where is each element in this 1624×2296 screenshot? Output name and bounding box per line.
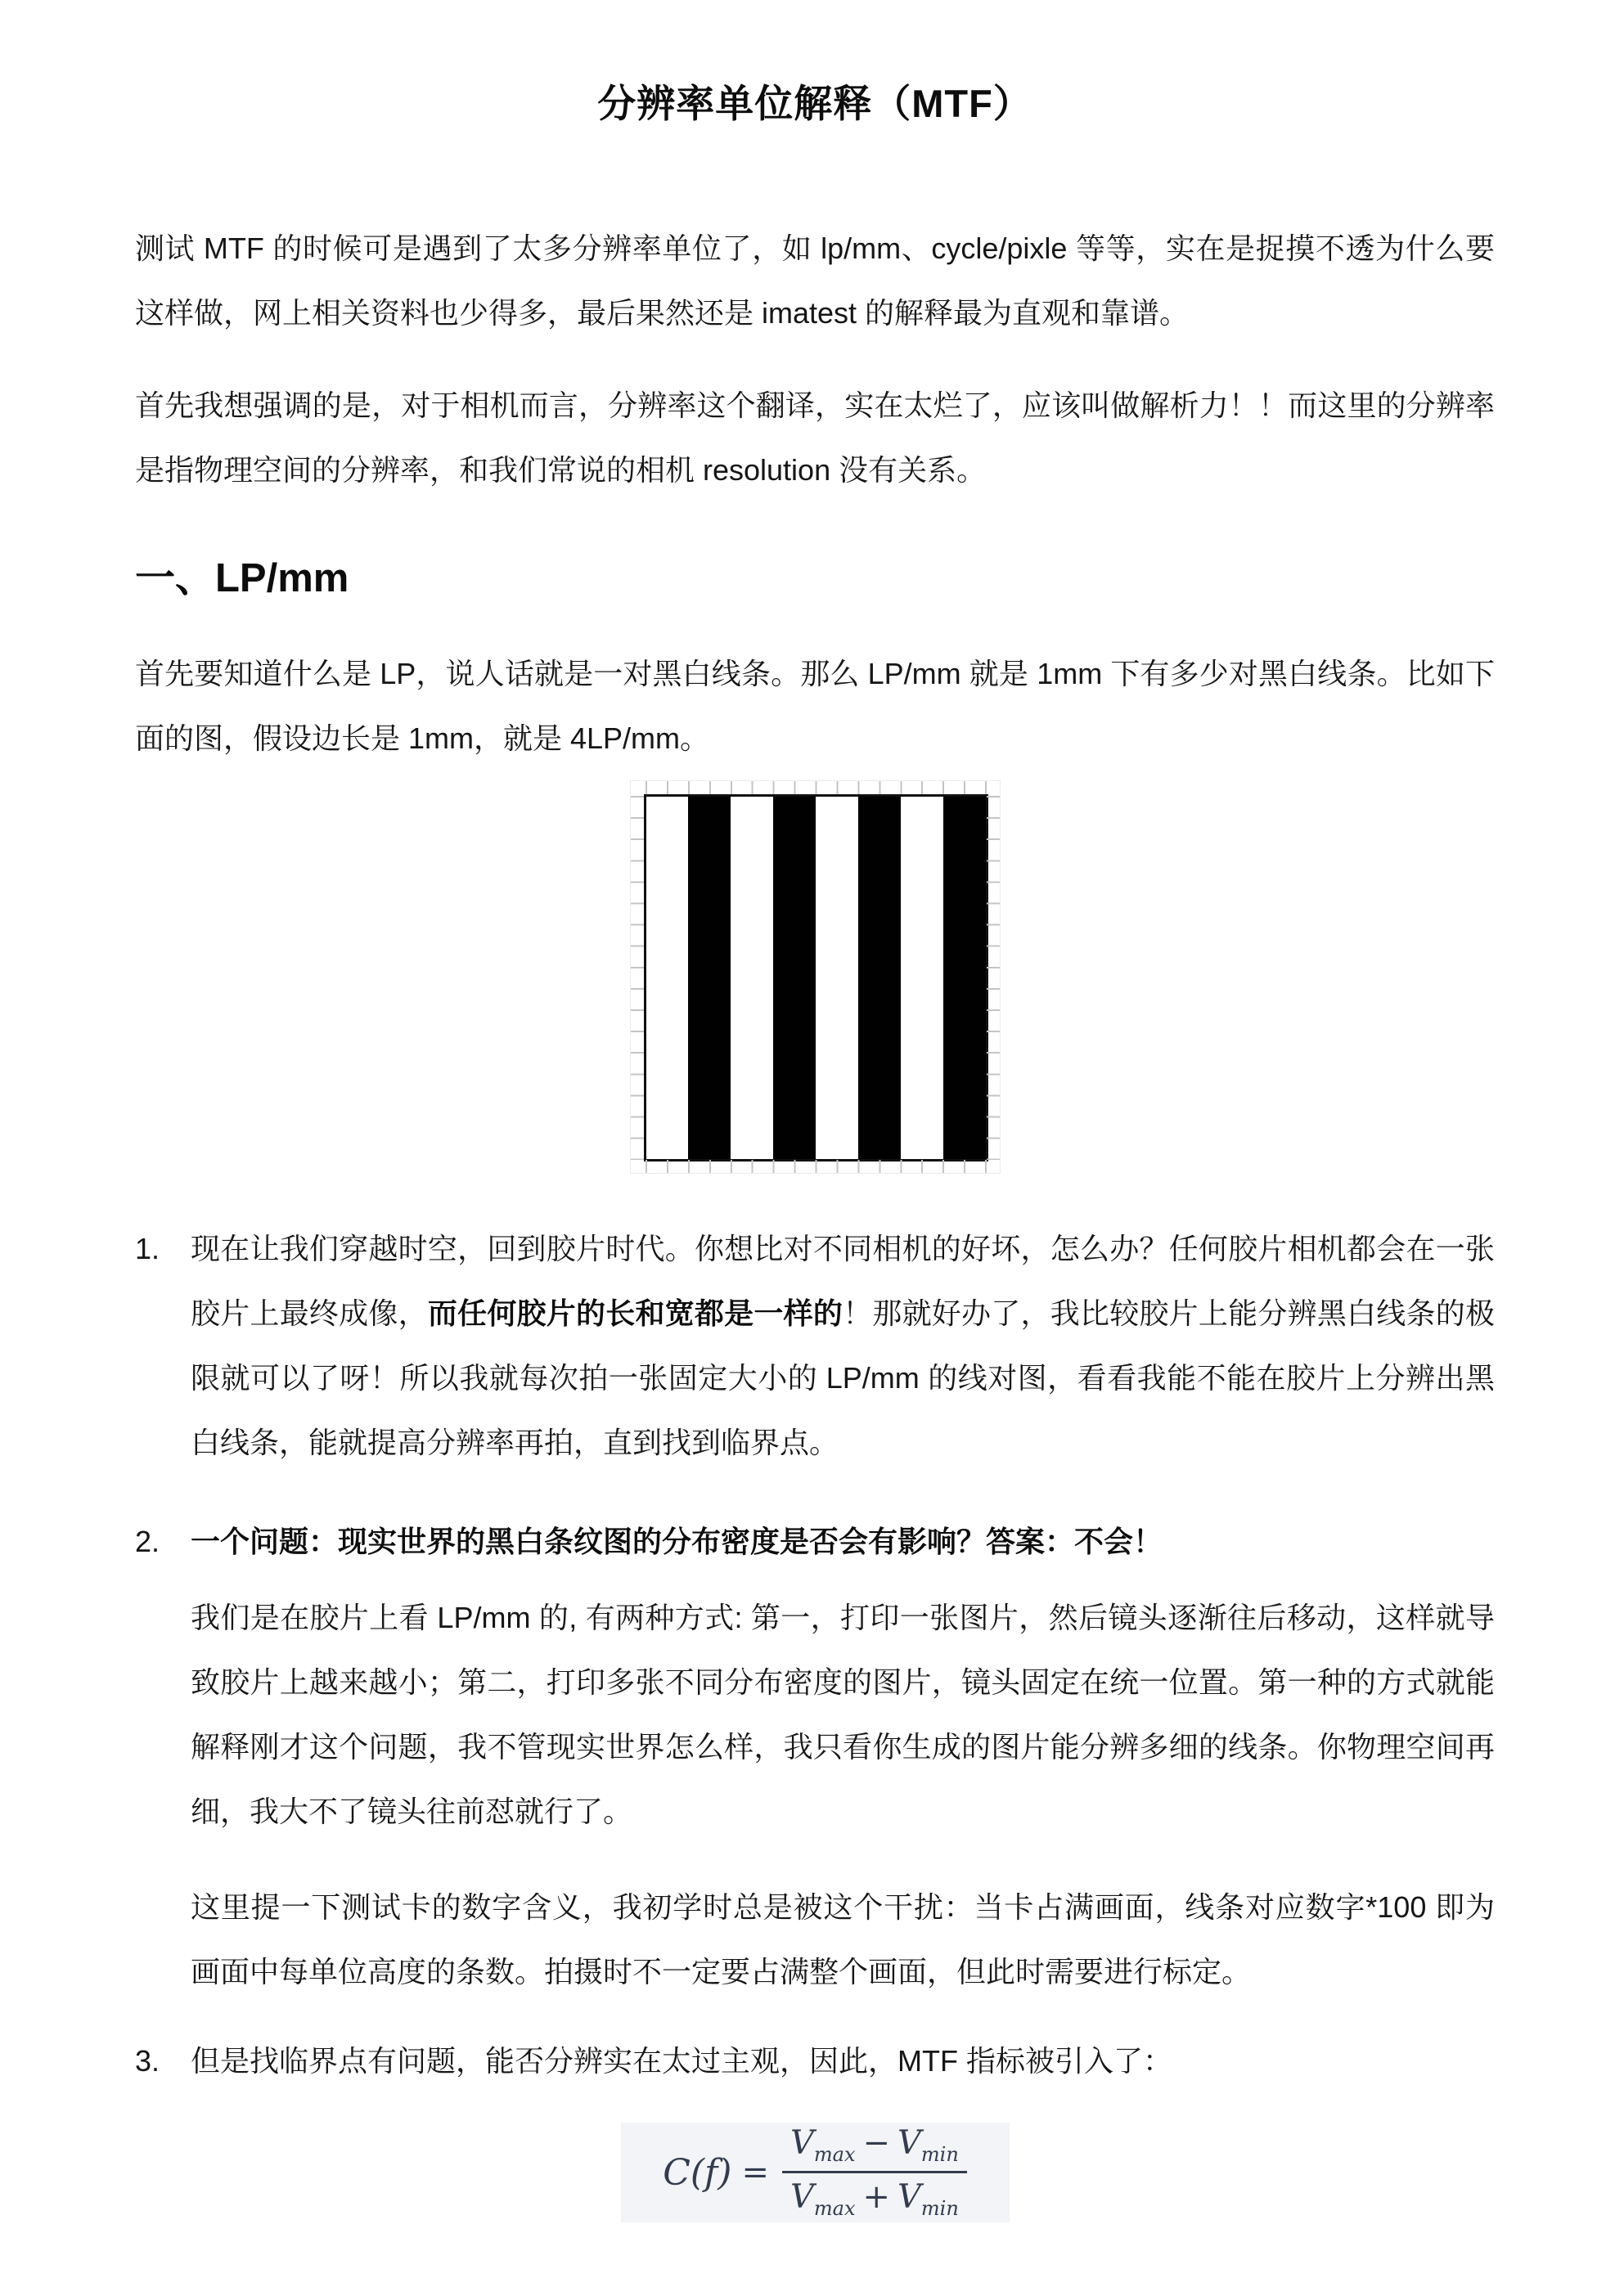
line-pair-figure-frame (630, 780, 1001, 1174)
numerator-sub-max: max (813, 2142, 856, 2166)
list-item-2-number: 2. (135, 1525, 160, 1558)
list-item-1 (135, 1216, 1495, 1475)
plus-operator: + (862, 2178, 891, 2216)
stripe-6-black (858, 797, 901, 1159)
list-item-2-paragraph-1: 我们是在胶片上看 LP/mm 的, 有两种方式: 第一，打印一张图片，然后镜头逐渐往后移动，这样就导致胶片上越来越小；第二，打印多张不同分布密度的图片，镜头固定在统一位置。第一种的方式就能解释刚才这个问题，我不管现实世界怎么样，我只看你生成的图片能分辨多细的线条。你物理空间再细，我大不了镜头往前怼就行了。 (191, 1601, 1495, 1828)
formula-denominator (782, 2171, 967, 2219)
stripe-8-black (943, 797, 986, 1159)
stripe-5-white (816, 797, 858, 1159)
minus-operator: − (862, 2123, 891, 2162)
list-item-1-text (191, 1216, 1495, 1475)
list-item-3-number: 3. (135, 2044, 160, 2078)
denominator-sub-min: min (920, 2197, 959, 2220)
mtf-contrast-formula (621, 2123, 1010, 2222)
list-item-3-body (191, 2029, 1495, 2093)
list-item-2-paragraph-2: 这里提一下测试卡的数字含义，我初学时总是被这个干扰：当卡占满画面，线条对应数字*100 即为画面中每单位高度的条数。拍摄时不一定要占满整个画面，但此时需要进行标定。 (191, 1890, 1495, 1988)
formula-fraction (782, 2123, 967, 2220)
list-item-2-body (191, 1509, 1495, 2004)
page-title: 分辨率单位解释（MTF） (597, 82, 1032, 125)
denominator-sub-max: max (813, 2197, 856, 2220)
numerator-sub-min: min (920, 2142, 959, 2166)
numerator-v2: V (897, 2123, 921, 2162)
figure-ticks-top (646, 781, 987, 794)
stripe-4-black (773, 797, 816, 1159)
item1-text-after-bold: ！那就好办了，我比较胶片上能分辨黑白线条的极限就可以了呀！所以我就每次拍一张固定大小的 LP/mm 的线对图，看看我能不能在胶片上分辨出黑白线条，能就提高分辨率再拍，直到找到临界点。 (191, 1296, 1495, 1459)
list-item-1-number: 1. (135, 1232, 160, 1265)
list-item-1-body (191, 1216, 1495, 1475)
stripe-2-black (688, 797, 731, 1159)
denominator-v2: V (897, 2178, 921, 2216)
numbered-list (135, 1216, 1495, 2093)
figure-ticks-right (987, 796, 1000, 1160)
section-paragraph: 首先要知道什么是 LP，说人话就是一对黑白线条。那么 LP/mm 就是 1mm 下有多少对黑白线条。比如下面的图，假设边长是 1mm，就是 4LP/mm。 (135, 657, 1495, 755)
stripe-7-white (901, 797, 943, 1159)
list-item-2-question: 一个问题：现实世界的黑白条纹图的分布密度是否会有影响？答案：不会！ (191, 1525, 1163, 1558)
intro-paragraph-1: 测试 MTF 的时候可是遇到了太多分辨率单位了，如 lp/mm、cycle/pixle 等等，实在是捉摸不透为什么要这样做，网上相关资料也少得多，最后果然还是 imatest 的解释最为直观和靠谱。 (135, 231, 1495, 330)
formula-equals-sign: = (741, 2154, 769, 2191)
intro-paragraph-2: 首先我想强调的是，对于相机而言，分辨率这个翻译，实在太烂了，应该叫做解析力！！而这里的分辨率是指物理空间的分辨率，和我们常说的相机 resolution 没有关系。 (135, 389, 1495, 487)
denominator-v1: V (790, 2178, 814, 2216)
stripe-pattern (644, 794, 988, 1161)
formula-numerator (782, 2123, 967, 2171)
line-pair-figure (630, 780, 1001, 1174)
section-heading-lp-mm: 一、LP/mm (135, 556, 349, 600)
numerator-v1: V (790, 2123, 814, 2162)
figure-ticks-bottom (646, 1160, 987, 1173)
item1-text-before-bold: 现在让我们穿越时空，回到胶片时代。你想比对不同相机的好坏，怎么办？任何胶片相机都会在一张胶片上最终成像， (191, 1232, 1495, 1330)
list-item-3 (135, 2029, 1495, 2093)
formula-lhs: C(f) (663, 2151, 732, 2194)
stripe-3-white (731, 797, 773, 1159)
list-item-2 (135, 1509, 1495, 2004)
list-item-3-text: 但是找临界点有问题，能否分辨实在太过主观，因此，MTF 指标被引入了： (191, 2044, 1172, 2078)
stripe-1-white (646, 797, 689, 1159)
figure-ticks-left (631, 796, 644, 1160)
item1-bold-run: 而任何胶片的长和宽都是一样的 (427, 1296, 843, 1330)
